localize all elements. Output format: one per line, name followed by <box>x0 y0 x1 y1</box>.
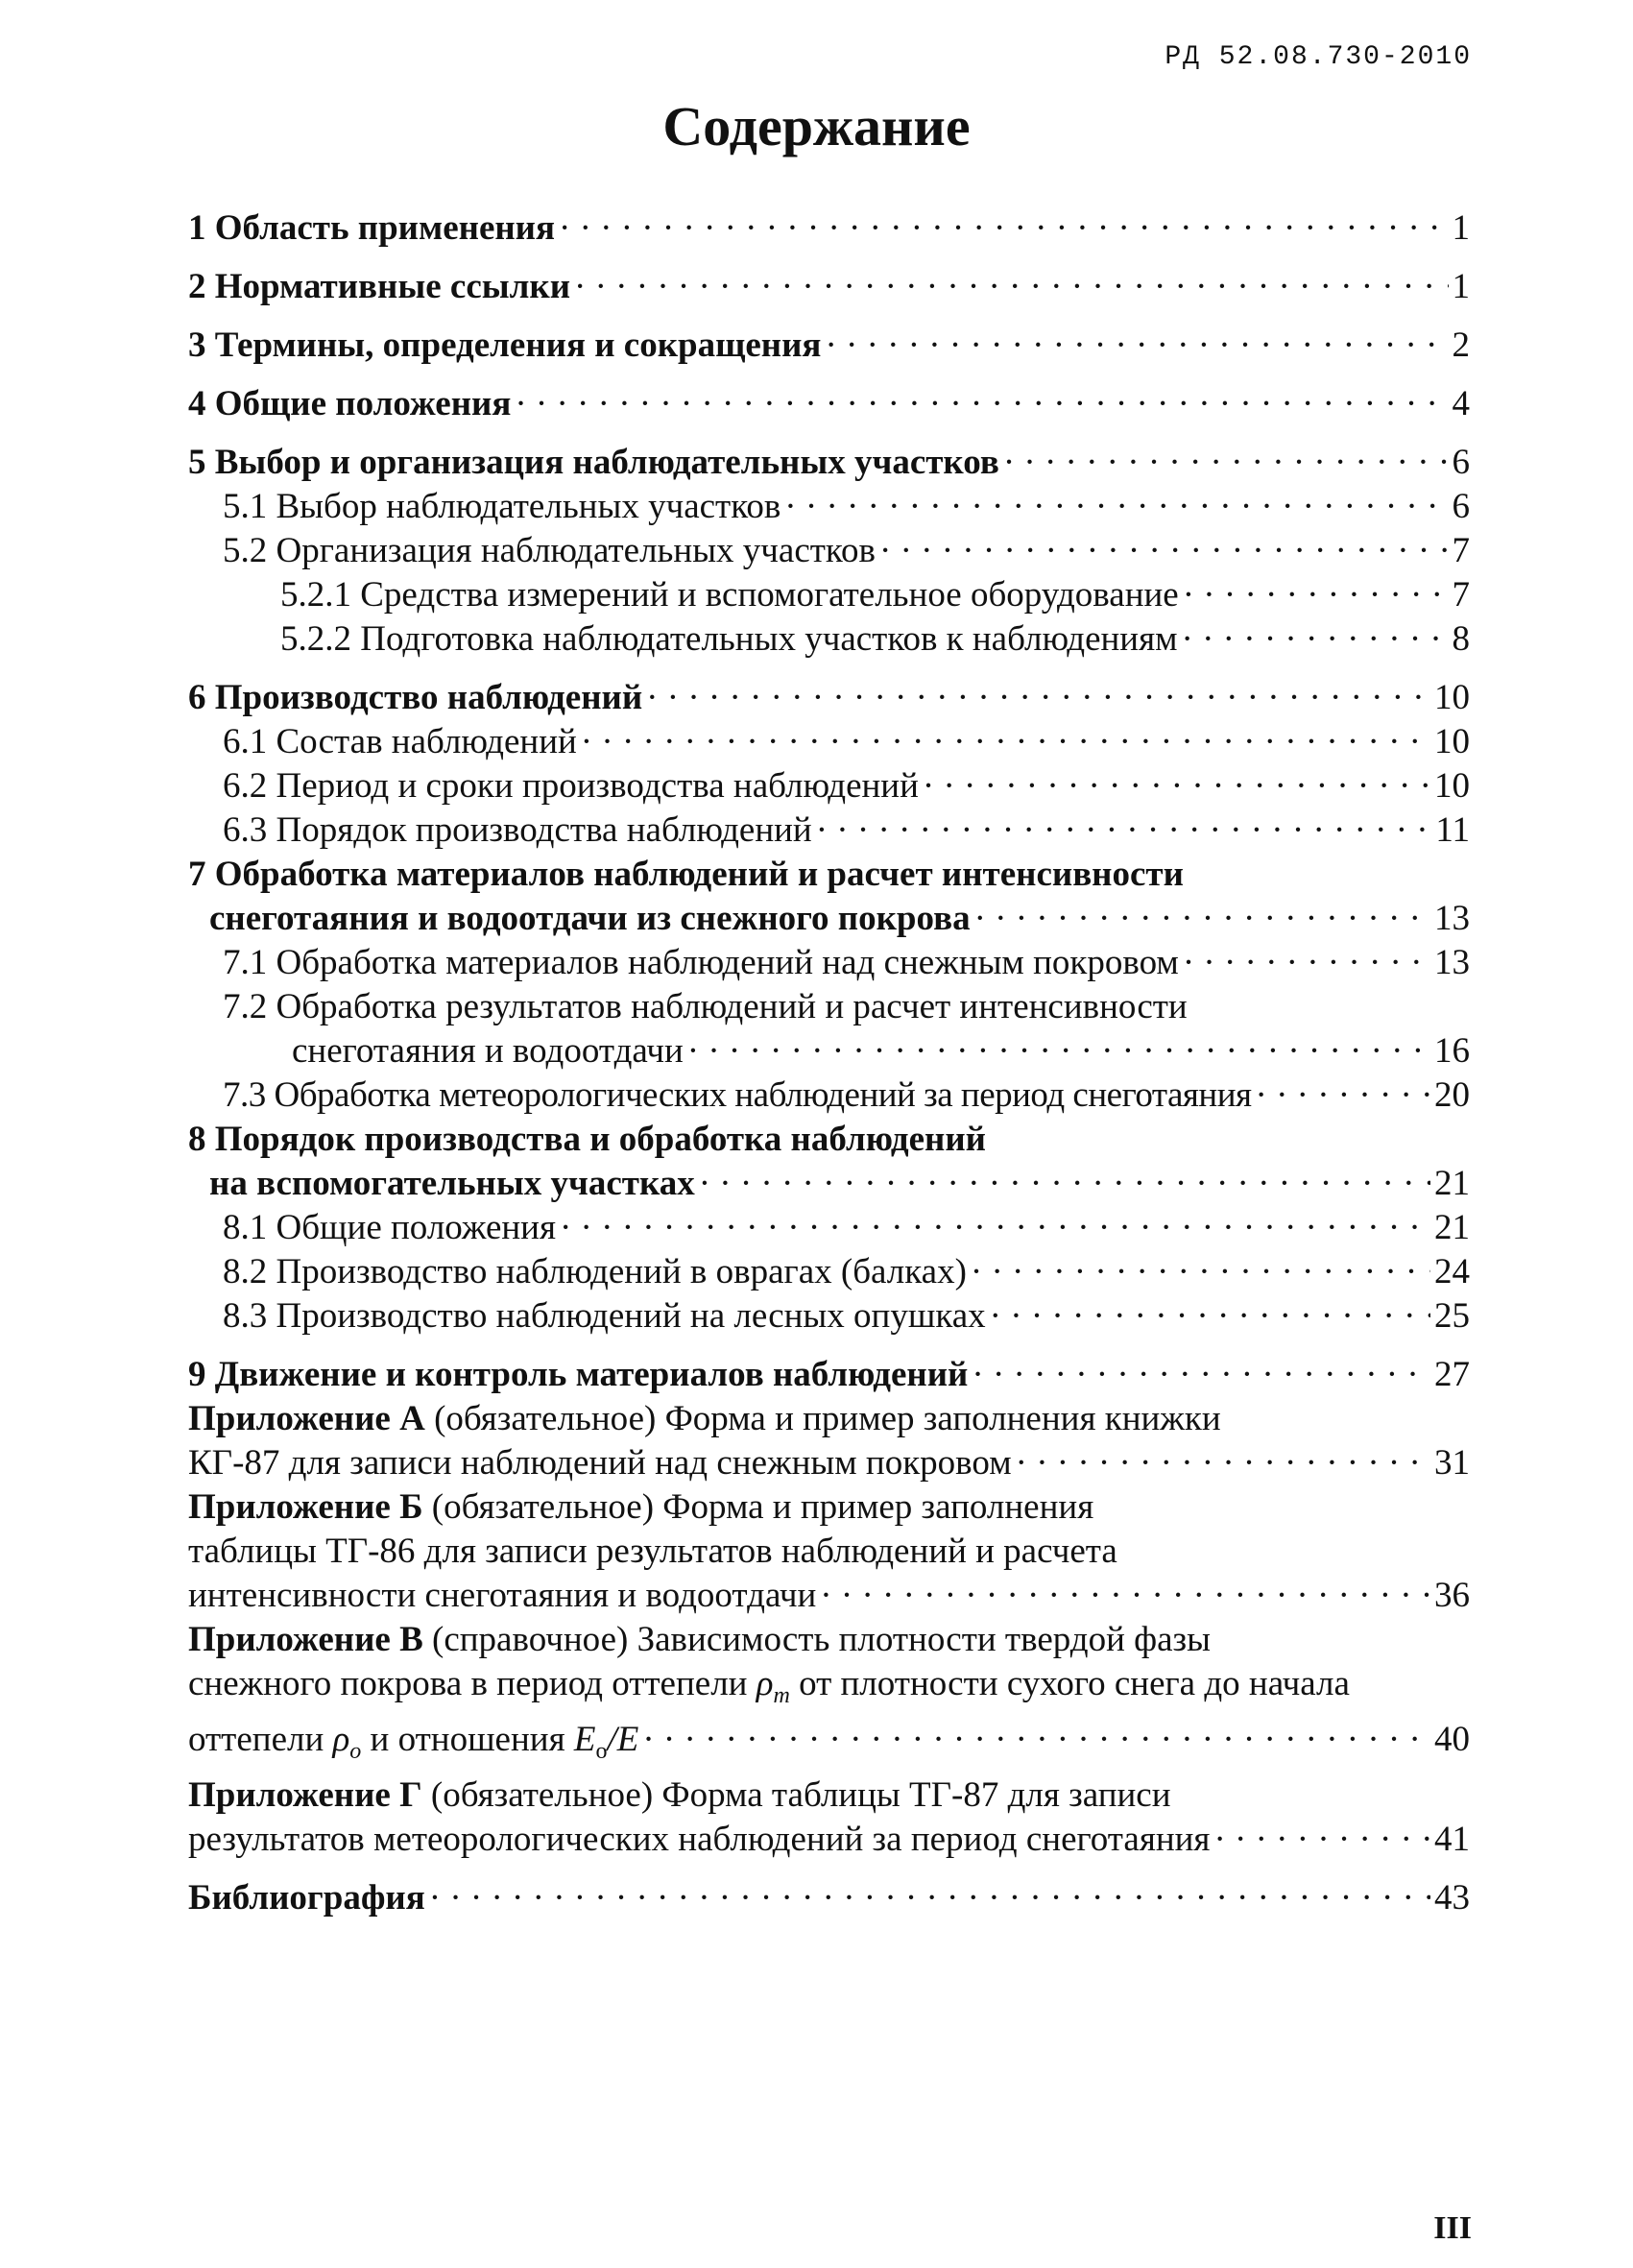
toc-page: 10 <box>1434 766 1470 806</box>
toc-entry-1[interactable] <box>188 206 1470 251</box>
toc-page: 31 <box>1434 1443 1470 1483</box>
toc-entry-8-line1[interactable]: 8 Порядок производства и обработка наблюдений <box>188 1120 986 1159</box>
dot-leader <box>1256 1074 1430 1118</box>
toc-page: 4 <box>1452 384 1470 423</box>
dot-leader <box>687 1029 1430 1074</box>
toc-page: 7 <box>1452 575 1470 615</box>
toc-page: 6 <box>1452 443 1470 482</box>
toc-label: 8.1 Общие положения <box>223 1208 556 1247</box>
toc-page: 1 <box>1452 208 1470 248</box>
dot-leader <box>879 529 1448 573</box>
toc-appendix-v-line1[interactable] <box>188 1618 1470 1662</box>
appendix-text: снежного покрова в период оттепели <box>188 1664 748 1703</box>
toc-page: 11 <box>1435 810 1470 850</box>
toc-entry-7-line1[interactable]: 7 Обработка материалов наблюдений и расчет интенсивности <box>188 855 1184 894</box>
toc-label: 7.1 Обработка материалов наблюдений над снежным покровом <box>223 943 1179 982</box>
toc-label: 6.1 Состав наблюдений <box>223 722 577 761</box>
dot-leader <box>1183 941 1430 985</box>
toc-appendix-b-line2[interactable]: таблицы ТГ-86 для записи результатов наблюдений и расчета <box>188 1532 1117 1571</box>
dot-leader <box>923 764 1430 808</box>
toc-entry-2[interactable] <box>188 265 1470 309</box>
toc-label: 5 Выбор и организация наблюдательных участков <box>188 443 999 482</box>
toc-appendix-v-line2[interactable] <box>188 1662 1470 1718</box>
toc-page: 10 <box>1434 678 1470 717</box>
toc-label <box>188 1718 638 1773</box>
dot-leader <box>974 897 1430 941</box>
toc-entry-6-1[interactable] <box>188 720 1470 764</box>
toc-entry-5-1[interactable] <box>188 485 1470 529</box>
toc-page: 41 <box>1434 1820 1470 1859</box>
dot-leader <box>1016 1441 1430 1485</box>
toc-appendix-g[interactable] <box>188 1818 1470 1862</box>
toc-page: 27 <box>1434 1355 1470 1394</box>
dot-leader <box>642 1718 1430 1762</box>
dot-leader <box>574 265 1448 309</box>
appendix-text: (обязательное) Форма и пример заполнения <box>431 1487 1094 1527</box>
e-symbol: E <box>573 1720 596 1759</box>
toc-entry-9[interactable] <box>188 1353 1470 1397</box>
subscript-o: o <box>349 1739 362 1764</box>
toc-label: 5.2.2 Подготовка наблюдательных участков к наблюдениям <box>280 619 1178 659</box>
appendix-text: (обязательное) Форма таблицы ТГ-87 для записи <box>430 1775 1171 1815</box>
toc-page: 25 <box>1434 1296 1470 1336</box>
dot-leader <box>971 1250 1430 1294</box>
e-ratio: /E <box>607 1720 639 1759</box>
toc-appendix-a-line1[interactable] <box>188 1397 1470 1441</box>
toc-page: 6 <box>1452 487 1470 526</box>
toc-label: 5.2 Организация наблюдательных участков <box>223 531 877 570</box>
toc-page: 7 <box>1452 531 1470 570</box>
toc-page: 2 <box>1452 326 1470 365</box>
dot-leader <box>1183 573 1449 617</box>
toc-entry-6[interactable] <box>188 676 1470 720</box>
appendix-text: (обязательное) Форма и пример заполнения книжки <box>434 1399 1221 1438</box>
toc-page: 21 <box>1434 1208 1470 1247</box>
toc-entry-5-2-2[interactable] <box>188 617 1470 662</box>
toc-page: 43 <box>1434 1878 1470 1918</box>
dot-leader <box>699 1162 1430 1206</box>
toc-page: 13 <box>1434 943 1470 982</box>
table-of-contents <box>188 206 1470 1920</box>
dot-leader <box>515 382 1448 426</box>
dot-leader <box>1182 617 1449 662</box>
toc-label: 9 Движение и контроль материалов наблюдений <box>188 1355 969 1394</box>
dot-leader <box>825 324 1448 368</box>
dot-leader <box>816 808 1432 853</box>
toc-page: 13 <box>1434 899 1470 938</box>
dot-leader <box>972 1353 1430 1397</box>
rho-symbol: ρ <box>756 1664 774 1703</box>
toc-label: 1 Область применения <box>188 208 556 248</box>
rho-symbol: ρ <box>332 1720 350 1759</box>
toc-entry-7-2[interactable] <box>188 1029 1470 1074</box>
appendix-label: Приложение В <box>188 1620 423 1659</box>
toc-label: 2 Нормативные ссылки <box>188 267 571 306</box>
dot-leader <box>784 485 1448 529</box>
page-number: III <box>1433 2210 1472 2246</box>
toc-label: Библиография <box>188 1878 425 1918</box>
subscript-o: o <box>595 1739 608 1764</box>
toc-appendix-a[interactable] <box>188 1441 1470 1485</box>
toc-entry-6-3[interactable] <box>188 808 1470 853</box>
toc-label: 4 Общие положения <box>188 384 512 423</box>
toc-entry-5[interactable] <box>188 441 1470 485</box>
appendix-text: оттепели <box>188 1720 324 1759</box>
toc-entry-8[interactable] <box>188 1162 1470 1206</box>
toc-page: 16 <box>1434 1031 1470 1071</box>
appendix-text: от плотности сухого снега до начала <box>799 1664 1350 1703</box>
toc-entry-6-2[interactable] <box>188 764 1470 808</box>
toc-label: 6.2 Период и сроки производства наблюдений <box>223 766 919 806</box>
toc-entry-7-3[interactable] <box>188 1074 1470 1118</box>
toc-page: 24 <box>1434 1252 1470 1291</box>
toc-entry-5-2-1[interactable] <box>188 573 1470 617</box>
document-code: РД 52.08.730-2010 <box>1165 42 1472 72</box>
toc-page: 8 <box>1452 619 1470 659</box>
appendix-text: и отношения <box>370 1720 565 1759</box>
toc-label: 5.2.1 Средства измерений и вспомогательное оборудование <box>280 575 1179 615</box>
toc-label: 3 Термины, определения и сокращения <box>188 326 822 365</box>
page-title: Содержание <box>662 95 971 157</box>
toc-page: 36 <box>1434 1576 1470 1615</box>
toc-entry-4[interactable] <box>188 382 1470 426</box>
dot-leader <box>646 676 1430 720</box>
toc-label: КГ-87 для записи наблюдений над снежным покровом <box>188 1443 1012 1483</box>
toc-entry-8-1[interactable] <box>188 1206 1470 1250</box>
toc-page: 10 <box>1434 722 1470 761</box>
toc-bibliography[interactable] <box>188 1876 1470 1920</box>
toc-label: 8.2 Производство наблюдений в оврагах (балках) <box>223 1252 967 1291</box>
toc-entry-8-2[interactable] <box>188 1250 1470 1294</box>
toc-entry-8-3[interactable] <box>188 1294 1470 1339</box>
toc-appendix-g-line1[interactable] <box>188 1773 1470 1818</box>
toc-label: 6.3 Порядок производства наблюдений <box>223 810 812 850</box>
toc-label: на вспомогательных участках <box>209 1164 695 1203</box>
toc-label: 5.1 Выбор наблюдательных участков <box>223 487 781 526</box>
dot-leader <box>1003 441 1449 485</box>
dot-leader <box>559 206 1448 251</box>
dot-leader <box>429 1876 1430 1920</box>
toc-entry-7-1[interactable] <box>188 941 1470 985</box>
toc-page: 20 <box>1434 1075 1470 1115</box>
toc-entry-7-2-line1[interactable]: 7.2 Обработка результатов наблюдений и расчет интенсивности <box>223 987 1188 1026</box>
toc-label: интенсивности снеготаяния и водоотдачи <box>188 1576 817 1615</box>
toc-label: 6 Производство наблюдений <box>188 678 643 717</box>
appendix-label: Приложение Г <box>188 1775 422 1815</box>
appendix-text: (справочное) Зависимость плотности твердой фазы <box>432 1620 1212 1659</box>
toc-label: снеготаяния и водоотдачи из снежного покрова <box>209 899 971 938</box>
dot-leader <box>560 1206 1430 1250</box>
toc-appendix-b[interactable] <box>188 1574 1470 1618</box>
toc-label: 8.3 Производство наблюдений на лесных опушках <box>223 1296 986 1336</box>
toc-label: 7.3 Обработка метеорологических наблюдений за период снеготаяния <box>223 1075 1252 1115</box>
toc-appendix-v[interactable] <box>188 1718 1470 1773</box>
toc-entry-5-2[interactable] <box>188 529 1470 573</box>
toc-page: 1 <box>1452 267 1470 306</box>
toc-entry-3[interactable] <box>188 324 1470 368</box>
dot-leader <box>990 1294 1430 1339</box>
dot-leader <box>1213 1818 1430 1862</box>
toc-label: результатов метеорологических наблюдений за период снеготаяния <box>188 1820 1211 1859</box>
appendix-label: Приложение А <box>188 1399 425 1438</box>
toc-entry-7[interactable] <box>188 897 1470 941</box>
toc-appendix-b-line1[interactable] <box>188 1485 1470 1530</box>
toc-page: 40 <box>1434 1720 1470 1759</box>
toc-page: 21 <box>1434 1164 1470 1203</box>
dot-leader <box>581 720 1430 764</box>
toc-label: снеготаяния и водоотдачи <box>292 1031 684 1071</box>
dot-leader <box>820 1574 1430 1618</box>
appendix-label: Приложение Б <box>188 1487 423 1527</box>
subscript-m: m <box>773 1683 790 1708</box>
